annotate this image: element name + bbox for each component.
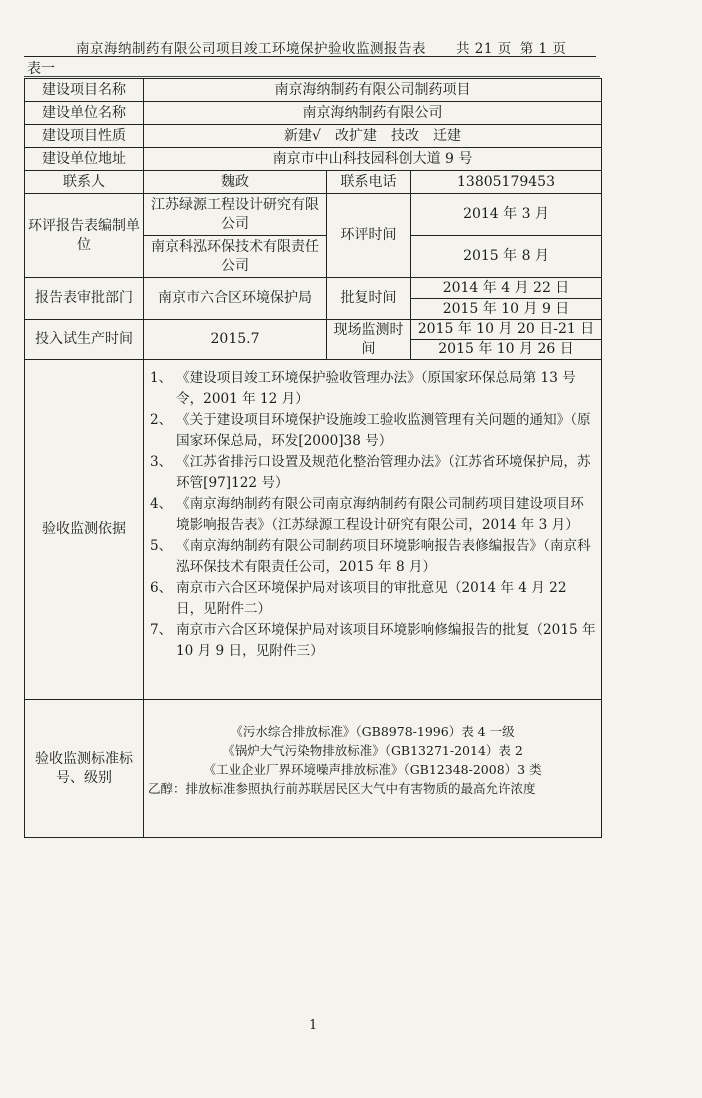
- list-item: 2、 《关于建设项目环境保护设施竣工验收监测管理有关问题的通知》（原国家环保总局，环发[2000]38 号）: [150, 412, 591, 449]
- list-item: 3、 《江苏省排污口设置及规范化整治管理办法》（江苏省环境保护局，苏环管[97]122 号）: [150, 454, 591, 491]
- table-row: [25, 171, 602, 194]
- current-page: 第 1 页: [519, 41, 567, 57]
- standards-list: [144, 700, 602, 838]
- divider: [24, 76, 600, 77]
- standards-label: 验收监测标准标号、级别: [25, 700, 144, 838]
- table-row: [25, 79, 602, 102]
- list-item: 4、 《南京海纳制药有限公司南京海纳制药有限公司制药项目建设项目环境影响报告表》（江苏绿源工程设计研究有限公司，2014 年 3 月）: [150, 496, 584, 533]
- approval-dept-value: 南京市六合区环境保护局: [144, 278, 327, 320]
- list-item: 7、 南京市六合区环境保护局对该项目环境影响修编报告的批复（2015 年 10 月 9 日，见附件三）: [150, 622, 596, 659]
- production-value: 2015.7: [144, 320, 327, 360]
- contact-value: 魏政: [144, 171, 327, 194]
- eia-unit-1: 江苏绿源工程设计研究有限公司: [144, 194, 327, 236]
- phone-label: 联系电话: [327, 171, 411, 194]
- table-row: [25, 278, 602, 299]
- table-row: [25, 360, 602, 700]
- eia-unit-2: 南京科泓环保技术有限责任公司: [144, 236, 327, 278]
- approval-time-1: 2014 年 4 月 22 日: [411, 278, 602, 299]
- nature-label: 建设项目性质: [25, 125, 144, 148]
- page-number: 1: [309, 1018, 318, 1033]
- approval-dept-label: 报告表审批部门: [25, 278, 144, 320]
- monitor-time-2: 2015 年 10 月 26 日: [411, 340, 602, 360]
- page-count: [452, 37, 570, 57]
- address-label: 建设单位地址: [25, 148, 144, 171]
- unit-name-value: 南京海纳制药有限公司: [144, 102, 602, 125]
- basis-label: 验收监测依据: [25, 360, 144, 700]
- table-label: 表一: [27, 61, 55, 77]
- table-row: [25, 102, 602, 125]
- eia-time-1: 2014 年 3 月: [411, 194, 602, 236]
- address-value: 南京市中山科技园科创大道 9 号: [144, 148, 602, 171]
- standard-line: 《工业企业厂界环境噪声排放标准》（GB12348-2008）3 类: [203, 762, 542, 777]
- total-pages: 共 21 页: [456, 41, 512, 57]
- nature-value: 新建√ 改扩建 技改 迁建: [144, 125, 602, 148]
- table-row: [25, 320, 602, 340]
- standard-line: 《锅炉大气污染物排放标准》（GB13271-2014）表 2: [222, 743, 523, 758]
- monitor-time-1: 2015 年 10 月 20 日-21 日: [411, 320, 602, 340]
- page-header: [24, 34, 596, 57]
- table-row: [25, 194, 602, 236]
- table-row: [25, 148, 602, 171]
- project-info-table: [24, 78, 602, 838]
- monitor-time-label: 现场监测时间: [327, 320, 411, 360]
- list-item: 6、 南京市六合区环境保护局对该项目的审批意见（2014 年 4 月 22 日，见附件二）: [150, 580, 567, 617]
- list-item: 1、 《建设项目竣工环境保护验收管理办法》（原国家环保总局第 13 号令，2001 年 12 月）: [150, 370, 576, 407]
- report-title: 南京海纳制药有限公司项目竣工环境保护验收监测报告表: [76, 41, 426, 57]
- eia-time-label: 环评时间: [327, 194, 411, 278]
- table-row: [25, 700, 602, 838]
- production-label: 投入试生产时间: [25, 320, 144, 360]
- approval-time-2: 2015 年 10 月 9 日: [411, 299, 602, 320]
- eia-unit-label: 环评报告表编制单位: [25, 194, 144, 278]
- approval-time-label: 批复时间: [327, 278, 411, 320]
- eia-time-2: 2015 年 8 月: [411, 236, 602, 278]
- table-row: [25, 125, 602, 148]
- standard-line: 乙醇：排放标准参照执行前苏联居民区大气中有害物质的最高允许浓度: [148, 781, 536, 796]
- project-name-label: 建设项目名称: [25, 79, 144, 102]
- contact-label: 联系人: [25, 171, 144, 194]
- phone-value: 13805179453: [411, 171, 602, 194]
- unit-name-label: 建设单位名称: [25, 102, 144, 125]
- basis-list: [144, 360, 602, 700]
- project-name-value: 南京海纳制药有限公司制药项目: [144, 79, 602, 102]
- list-item: 5、 《南京海纳制药有限公司制药项目环境影响报告表修编报告》（南京科泓环保技术有限责任公司，2015 年 8 月）: [150, 538, 591, 575]
- standard-line: 《污水综合排放标准》（GB8978-1996）表 4 一级: [230, 724, 515, 739]
